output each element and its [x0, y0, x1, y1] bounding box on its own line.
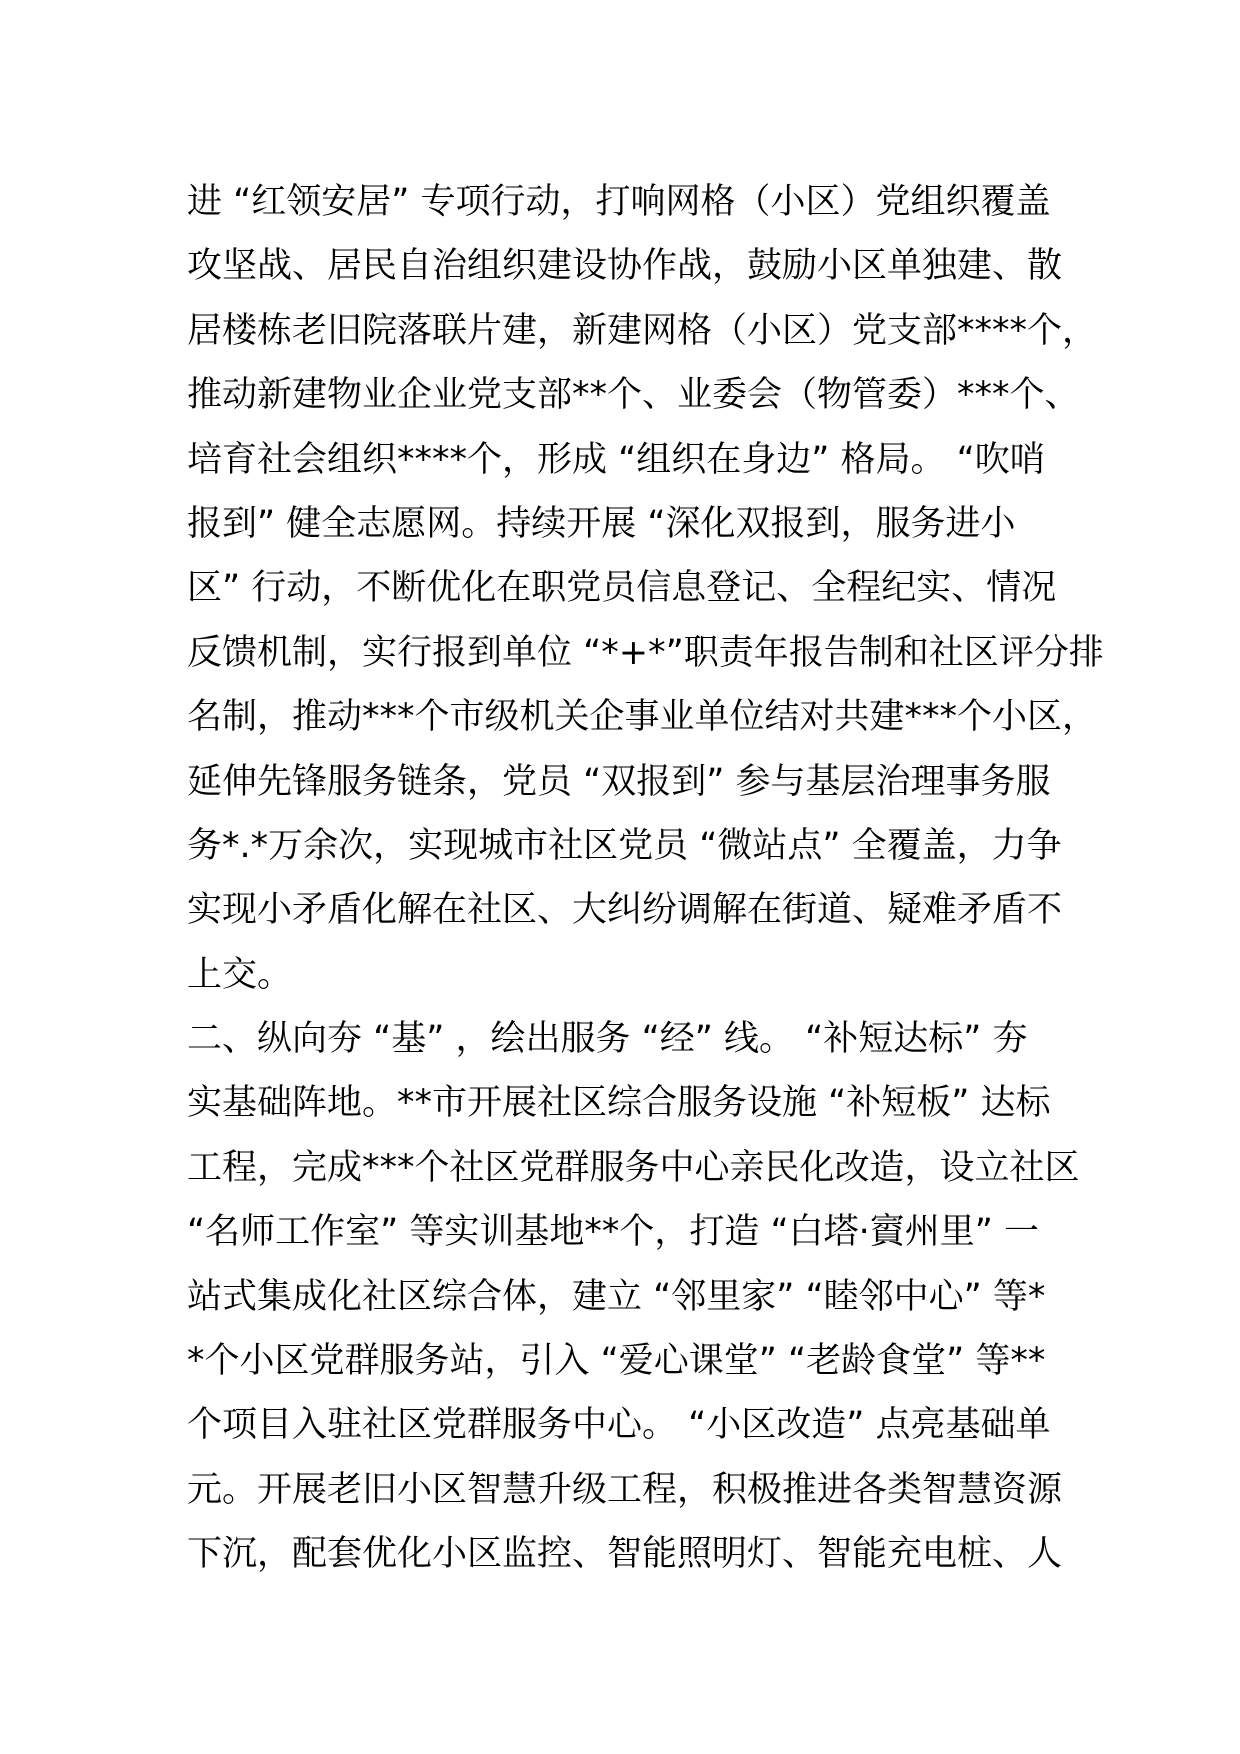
- text-line: 个项目入驻社区党群服务中心。 “小区改造” 点亮基础单: [187, 1405, 1051, 1446]
- text-line: 实现小矛盾化解在社区、大纠纷调解在街道、疑难矛盾不: [187, 890, 1063, 931]
- text-line: 实基础阵地。**市开展社区综合服务设施 “补短板” 达标: [187, 1083, 1051, 1124]
- text-line: 居楼栋老旧院落联片建，新建网格（小区）党支部****个，: [187, 310, 1098, 351]
- text-line: 延伸先锋服务链条，党员 “双报到” 参与基层治理事务服: [187, 761, 1051, 802]
- text-line: 务*.*万余次，实现城市社区党员 “微站点” 全覆盖，力争: [187, 825, 1062, 866]
- text-line: 进 “红领安居” 专项行动，打响网格（小区）党组织覆盖: [187, 182, 1051, 222]
- text-line: 元。开展老旧小区智慧升级工程，积极推进各类智慧资源: [187, 1469, 1063, 1510]
- text-line: 上交。: [187, 954, 293, 995]
- section-heading-line: 二、纵向夯 “基” ，绘出服务 “经” 线。 “补短达标” 夯: [187, 1019, 1028, 1060]
- text-line: 攻坚战、居民自治组织建设协作战，鼓励小区单独建、散: [187, 246, 1063, 287]
- text-line: *个小区党群服务站，引入 “爱心课堂” “老龄食堂” 等**: [187, 1341, 1046, 1382]
- body-text: [187, 170, 1107, 1587]
- text-line: 报到” 健全志愿网。持续开展 “深化双报到，服务进小: [187, 503, 1016, 544]
- text-line: 站式集成化社区综合体，建立 “邻里家” “睦邻中心” 等*: [187, 1276, 1046, 1317]
- text-line: 区” 行动，不断优化在职党员信息登记、全程纪实、情况: [187, 568, 1057, 609]
- text-line: 反馈机制，实行报到单位 “*+*”职责年报告制和社区评分排: [187, 632, 1104, 673]
- text-line: 名制，推动***个市级机关企事业单位结对共建***个小区，: [187, 697, 1098, 738]
- text-line: “名师工作室” 等实训基地**个，打造 “白塔·賨州里” 一: [187, 1212, 1040, 1253]
- text-line: 工程，完成***个社区党群服务中心亲民化改造，设立社区: [187, 1147, 1080, 1188]
- text-line: 推动新建物业企业党支部**个、业委会（物管委）***个、: [187, 375, 1080, 416]
- text-line: 下沉，配套优化小区监控、智能照明灯、智能充电桩、人: [187, 1534, 1063, 1575]
- text-line: 培育社会组织****个，形成 “组织在身边” 格局。 “吹哨: [187, 439, 1045, 480]
